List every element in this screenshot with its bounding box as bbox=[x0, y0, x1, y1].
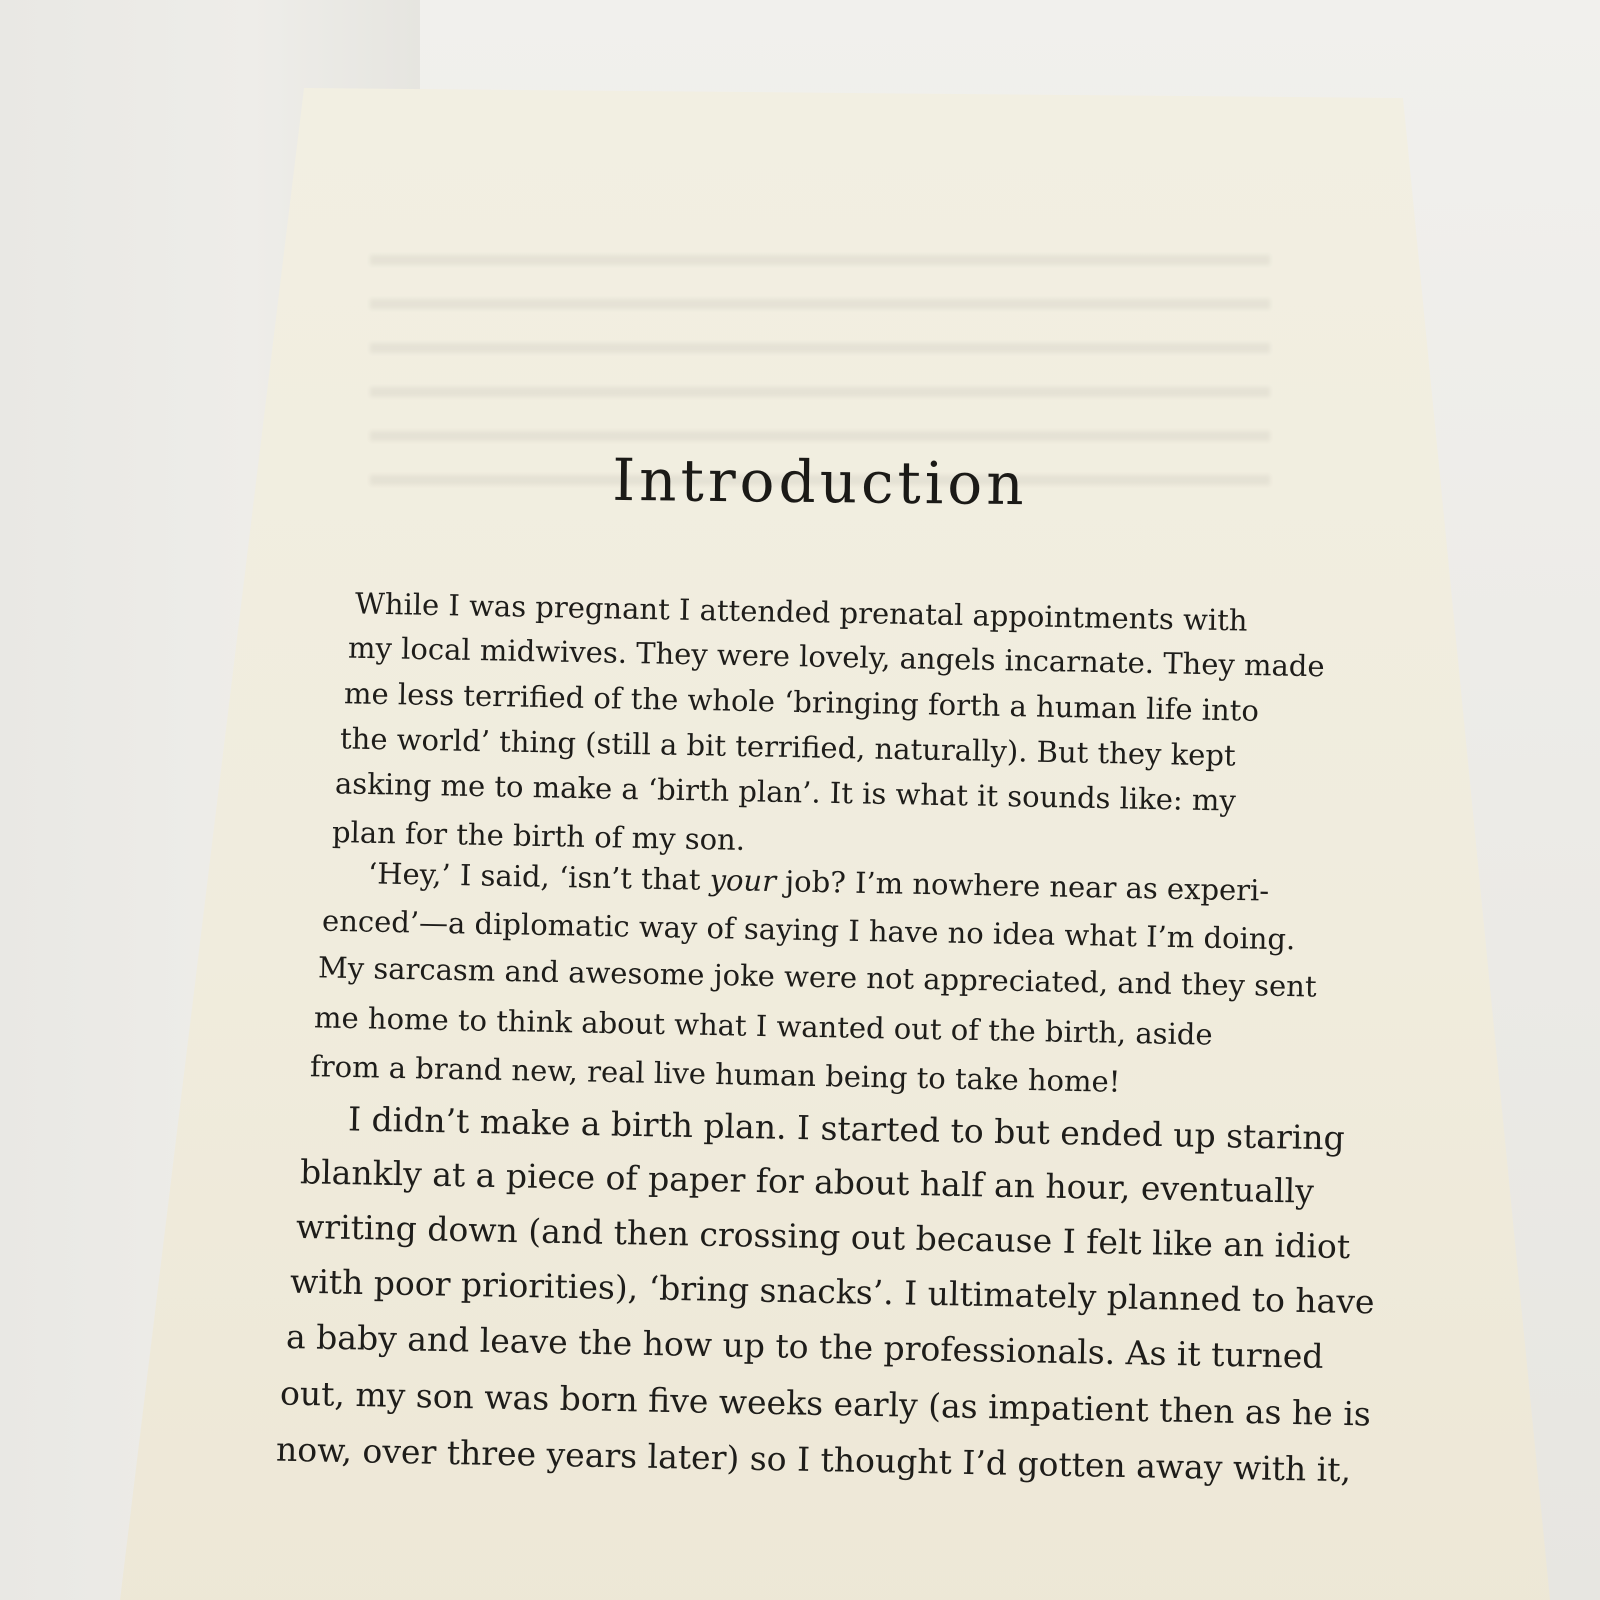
emphasis-word: your bbox=[709, 862, 777, 899]
paragraph-2-line-4: me home to think about what I wanted out of the birth, aside bbox=[313, 1000, 1213, 1052]
paragraph-3-line-7: now, over three years later) so I thought I’d gotten away with it, bbox=[275, 1429, 1352, 1490]
paragraph-1-line-6: plan for the birth of my son. bbox=[331, 815, 746, 857]
paragraph-1-line-1: While I was pregnant I attended prenatal appointments with bbox=[354, 586, 1248, 638]
paragraph-3-line-1: I didn’t make a birth plan. I started to but ended up staring bbox=[347, 1099, 1346, 1158]
paragraph-3-line-6: out, my son was born five weeks early (as impatient then as he is bbox=[279, 1373, 1372, 1434]
paragraph-1-line-5: asking me to make a ‘birth plan’. It is what it sounds like: my bbox=[334, 766, 1237, 818]
paragraph-2-line-2: enced’—a diplomatic way of saying I have no idea what I’m doing. bbox=[321, 903, 1296, 957]
paragraph-2-line-1: ‘Hey,’ I said, ‘isn’t that your job? I’m nowhere near as experi- bbox=[367, 856, 1270, 908]
paragraph-1-line-3: me less terrified of the whole ‘bringing forth a human life into bbox=[343, 676, 1260, 728]
paragraph-1-line-4: the world’ thing (still a bit terrified, naturally). But they kept bbox=[339, 721, 1236, 773]
paragraph-3-line-5: a baby and leave the how up to the professionals. As it turned bbox=[285, 1317, 1324, 1376]
paragraph-3-line-2: blankly at a piece of paper for about half an hour, eventually bbox=[299, 1152, 1315, 1211]
paragraph-3-line-4: with poor priorities), ‘bring snacks’. I ultimately planned to have bbox=[289, 1261, 1375, 1322]
chapter-title: Introduction bbox=[611, 445, 1029, 519]
paragraph-1-line-2: my local midwives. They were lovely, angels incarnate. They made bbox=[347, 630, 1325, 684]
paragraph-2-line-3: My sarcasm and awesome joke were not appreciated, and they sent bbox=[317, 950, 1317, 1004]
paragraph-2-line-5: from a brand new, real live human being to take home! bbox=[309, 1049, 1121, 1099]
paragraph-3-line-3: writing down (and then crossing out because I felt like an idiot bbox=[295, 1206, 1351, 1267]
